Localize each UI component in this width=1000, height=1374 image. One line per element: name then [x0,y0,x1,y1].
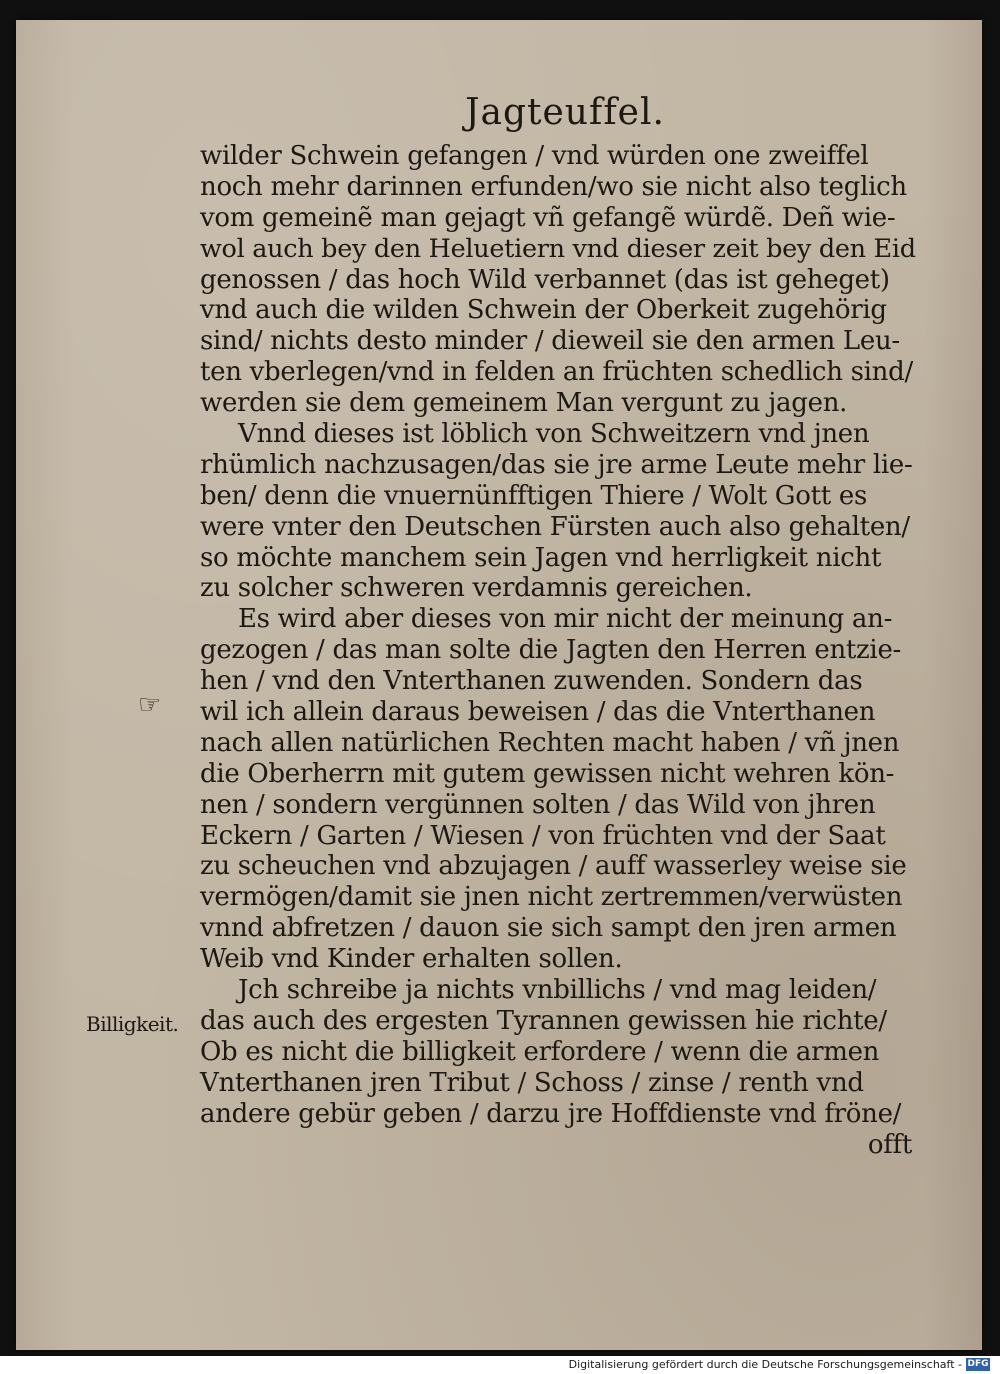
pointing-hand-icon: ☞ [138,690,162,720]
text-line: die Oberherrn mit gutem gewissen nicht wehren kön- [200,758,895,789]
text-line: vnd auch die wilden Schwein der Oberkeit zugehörig [200,295,887,326]
catchword: offt [867,1129,912,1160]
text-line: gezogen / das man solte die Jagten den Herren entzie- [200,635,902,666]
text-line: zu scheuchen vnd abzujagen / auff wasserley weise sie [200,851,907,882]
text-line: nen / sondern vergünnen solten / das Wild von jhren [200,789,876,820]
text-line: Weib vnd Kinder erhalten sollen. [200,944,623,975]
text-line: wil ich allein daraus beweisen / das die Vnterthanen [200,697,876,728]
text-line: Vnnd dieses ist löblich von Schweitzern vnd jnen [238,419,870,450]
text-line: zu solcher schweren verdamnis gereichen. [200,573,753,604]
text-line: Eckern / Garten / Wiesen / von früchten vnd der Saat [200,820,886,851]
text-line: so möchte manchem sein Jagen vnd herrligkeit nicht [200,542,882,573]
text-line: wilder Schwein gefangen / vnd würden one zweiffel [200,141,869,171]
text-line: rhümlich nachzusagen/das sie jre arme Leute mehr lie- [200,449,913,480]
text-line: vnnd abfretzen / dauon sie sich sampt den jren armen [200,913,897,944]
text-line: genossen / das hoch Wild verbannet (das ist geheget) [200,264,890,295]
text-line: hen / vnd den Vnterthanen zuwenden. Sondern das [200,666,863,697]
footer-credit: Digitalisierung gefördert durch die Deutsche Forschungsgemeinschaft - [568,1358,962,1371]
running-head-text: Jagteuffel. [465,92,665,133]
text-line: ten vberlegen/vnd in felden an früchten schedlich sind/ [200,357,913,388]
text-line: Jch schreibe ja nichts vnbillichs / vnd mag leiden/ [238,975,877,1006]
running-head [0,92,1000,133]
text-line: Vnterthanen jren Tribut / Schoss / zinse / renth vnd [200,1067,864,1098]
text-line: wol auch bey den Heluetiern vnd dieser zeit bey den Eid [200,233,916,264]
text-line: andere gebür geben / darzu jre Hoffdienste vnd fröne/ [200,1098,902,1129]
text-line: werden sie dem gemeinem Man vergunt zu jagen. [200,388,848,419]
text-line: Es wird aber dieses von mir nicht der meinung an- [238,604,893,635]
text-line: were vnter den Deutschen Fürsten auch also gehalten/ [200,511,910,542]
dfg-logo-icon: DFG [967,1359,989,1369]
text-line: ben/ denn die vnuernünfftigen Thiere / Wolt Gott es [200,480,868,511]
text-line: noch mehr darinnen erfunden/wo sie nicht also teglich [200,171,907,202]
text-line: vermögen/damit sie jnen nicht zertremmen/verwüsten [200,882,903,913]
body-text [200,141,920,1160]
text-line: vom gemeinẽ man gejagt vñ gefangẽ würdẽ. Deñ wie- [200,202,896,233]
text-line: sind/ nichts desto minder / dieweil sie den armen Leu- [200,326,900,357]
text-line: Ob es nicht die billigkeit erfordere / wenn die armen [200,1036,880,1067]
text-line: das auch des ergesten Tyrannen gewissen hie richte/ [200,1005,887,1036]
text-line: nach allen natürlichen Rechten macht haben / vñ jnen [200,727,900,758]
margin-note: Billigkeit. [86,1012,179,1036]
